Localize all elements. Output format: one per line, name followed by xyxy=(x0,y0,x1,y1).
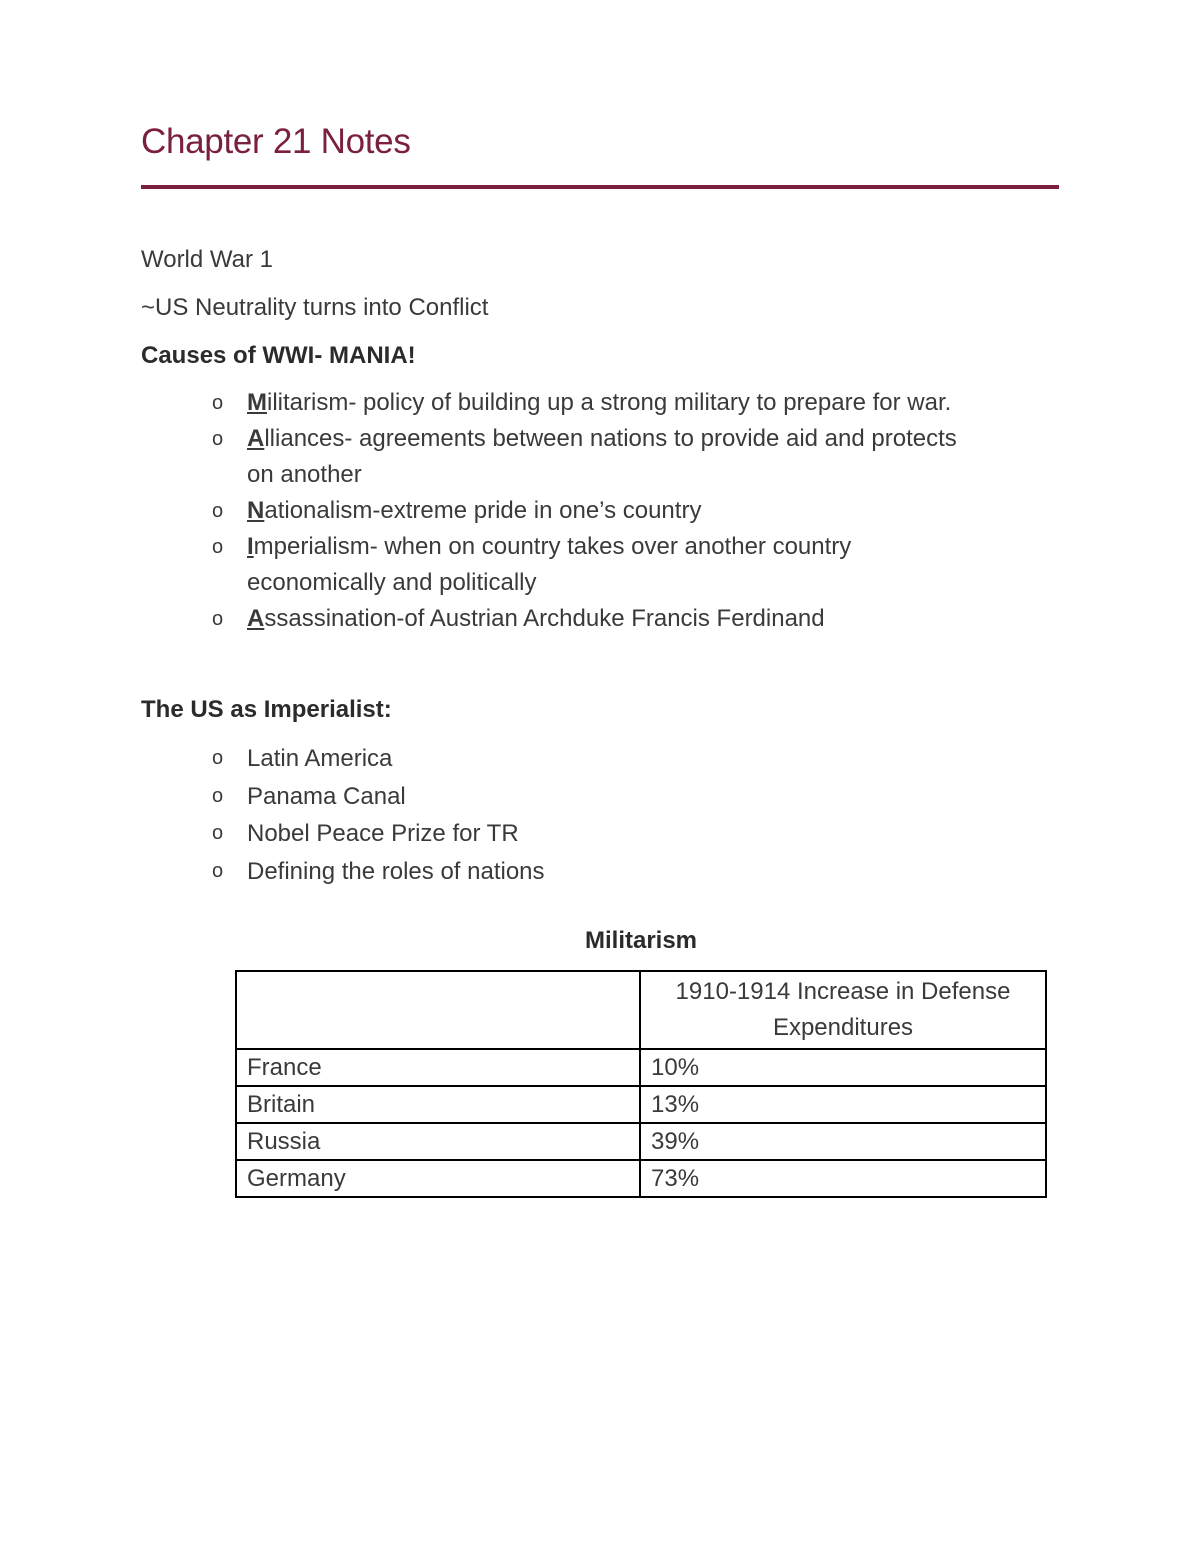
bullet-marker: o xyxy=(212,536,224,558)
causes-heading: Causes of WWI- MANIA! xyxy=(141,342,416,369)
table-title: Militarism xyxy=(584,927,698,954)
table-row xyxy=(236,1049,1046,1086)
acronym-letter: A xyxy=(247,605,265,632)
list-item-continuation: economically and politically xyxy=(247,569,537,596)
bullet-marker: o xyxy=(212,859,224,882)
table-cell-value: 13% xyxy=(640,1086,1046,1123)
bullet-marker: o xyxy=(212,747,224,769)
list-item xyxy=(212,601,957,637)
bullet-marker: o xyxy=(212,392,224,414)
bullet-marker: o xyxy=(212,608,224,630)
table-cell-value: 10% xyxy=(640,1049,1046,1086)
table-row xyxy=(236,1123,1046,1160)
table-header-cell-country xyxy=(236,971,640,1049)
page-title: Chapter 21 Notes xyxy=(141,122,411,161)
list-item-text: mperialism- when on country takes over another country xyxy=(253,533,852,560)
header-text-line: 1910-1914 Increase in Defense xyxy=(675,978,1011,1005)
list-item xyxy=(212,385,957,421)
table-cell-value: 39% xyxy=(640,1123,1046,1160)
list-item-text: Nobel Peace Prize for TR xyxy=(247,820,519,847)
list-item xyxy=(212,529,957,601)
intro-line-topic: World War 1 xyxy=(141,246,274,273)
list-item-text: ssassination-of Austrian Archduke Francis Ferdinand xyxy=(264,605,825,632)
militarism-table xyxy=(235,970,1047,1198)
table-row xyxy=(236,1160,1046,1197)
list-item xyxy=(212,778,545,816)
list-item xyxy=(212,740,545,778)
list-item-continuation: on another xyxy=(247,461,362,488)
table-cell-country: France xyxy=(236,1049,640,1086)
acronym-letter: M xyxy=(247,389,267,416)
table-header-row xyxy=(236,971,1046,1049)
list-item-text: ationalism-extreme pride in one’s country xyxy=(264,497,702,524)
acronym-letter: I xyxy=(247,533,254,560)
list-item xyxy=(212,421,957,493)
list-item xyxy=(212,853,545,891)
table-cell-country: Britain xyxy=(236,1086,640,1123)
list-item xyxy=(212,815,545,853)
list-item-text: lliances- agreements between nations to provide aid and protects xyxy=(264,425,957,452)
imperialist-list xyxy=(212,740,545,890)
table-row xyxy=(236,1086,1046,1123)
header-text-line: Expenditures xyxy=(772,1014,914,1041)
title-divider xyxy=(141,185,1059,189)
acronym-letter: N xyxy=(247,497,265,524)
table-header-cell-increase xyxy=(640,971,1046,1049)
list-item xyxy=(212,493,957,529)
bullet-marker: o xyxy=(212,428,224,450)
list-item-text: ilitarism- policy of building up a strong military to prepare for war. xyxy=(267,389,952,416)
table-cell-value: 73% xyxy=(640,1160,1046,1197)
list-item-text: Latin America xyxy=(247,745,393,772)
imperialist-heading: The US as Imperialist: xyxy=(141,696,392,723)
table-cell-country: Germany xyxy=(236,1160,640,1197)
bullet-marker: o xyxy=(212,822,224,844)
bullet-marker: o xyxy=(212,784,224,807)
table-cell-country: Russia xyxy=(236,1123,640,1160)
acronym-letter: A xyxy=(247,425,265,452)
bullet-marker: o xyxy=(212,500,224,522)
list-item-text: Panama Canal xyxy=(247,782,406,810)
list-item-text: Defining the roles of nations xyxy=(247,857,545,885)
intro-line-subtitle: ~US Neutrality turns into Conflict xyxy=(141,294,489,321)
causes-list xyxy=(212,385,957,637)
